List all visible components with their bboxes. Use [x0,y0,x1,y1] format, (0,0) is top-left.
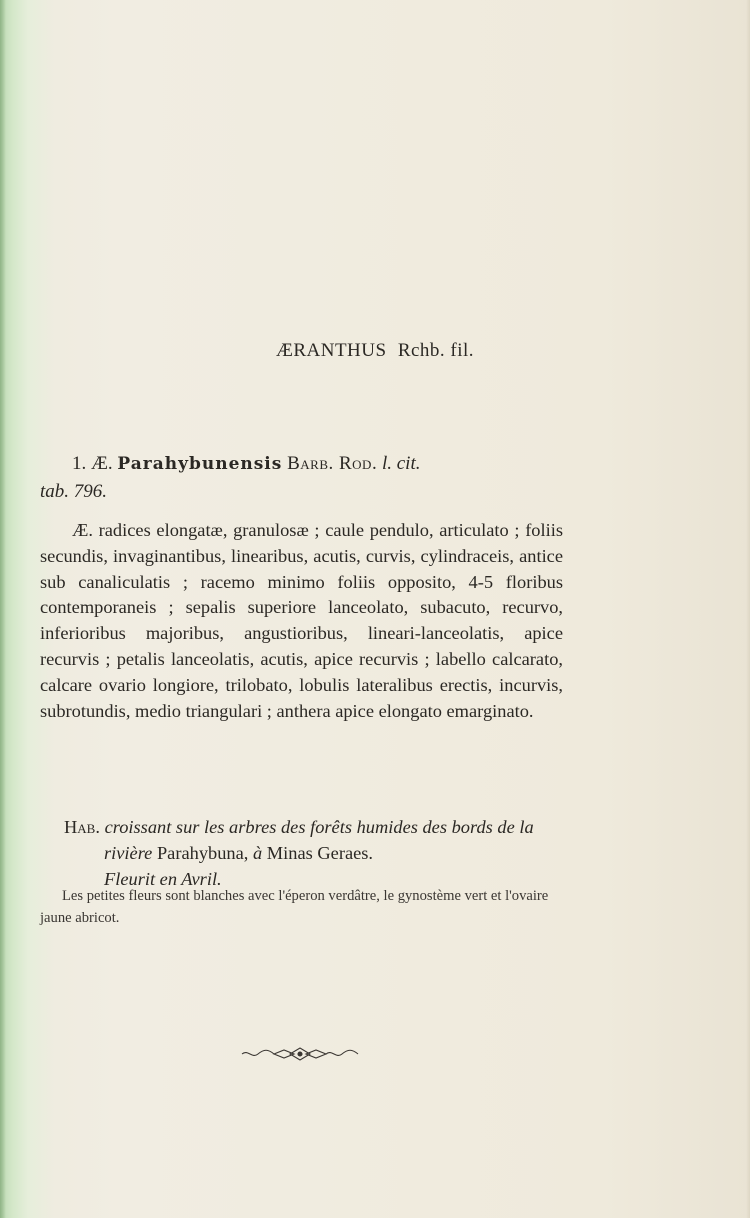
species-name: Parahybunensis [117,454,283,474]
species-genus-abbr: Æ. [91,453,113,474]
habitat-text: croissant sur les arbres des forêts humides des bords de la rivière [104,817,534,863]
species-description: Æ. radices elongatæ, granulosæ ; caule pendulo, articulato ; foliis secundis, invaginantibus, linearibus, acutis, curvis, cylindraceis, antice sub canaliculatis ; racemo minimo foliis opposito, 4-5 floribus contemporaneis ; sepalis superiore lanceolato, subacuto, recurvo, inferioribus majoribus, angustioribus, lineari-lanceolatis, apice recurvis ; petalis lanceolatis, acutis, apice recurvis ; labello calcarato, calcare ovario longiore, trilobato, lobulis lateralibus erectis, incurvis, subrotundis, medio triangulari ; anthera apice elongato emarginato. [40,520,563,721]
species-number: 1. [72,453,87,474]
color-note: Les petites fleurs sont blanches avec l'éperon verdâtre, le gynostème vert et l'ovaire jaune abricot. [40,888,549,926]
species-heading [40,450,570,505]
habitat-place: Parahybuna, [156,843,249,863]
species-plate: tab. 796. [40,481,108,502]
page-right-edge [746,0,750,1218]
ornament-divider [240,1044,360,1064]
flowering-season: Fleurit en Avril. [104,869,222,889]
genus-author: Rchb. fil. [397,340,475,361]
habitat-region: Minas Geraes. [266,843,374,863]
habitat-paragraph [40,814,564,892]
page-spine-edge [0,0,6,1218]
species-author: Barb. Rod. [287,453,378,474]
genus-heading [0,340,750,362]
species-citation: l. cit. [381,453,421,474]
genus-name: ÆRANTHUS [275,340,387,361]
habitat-label: Hab. [64,817,100,837]
habitat-preposition: à [252,843,263,863]
